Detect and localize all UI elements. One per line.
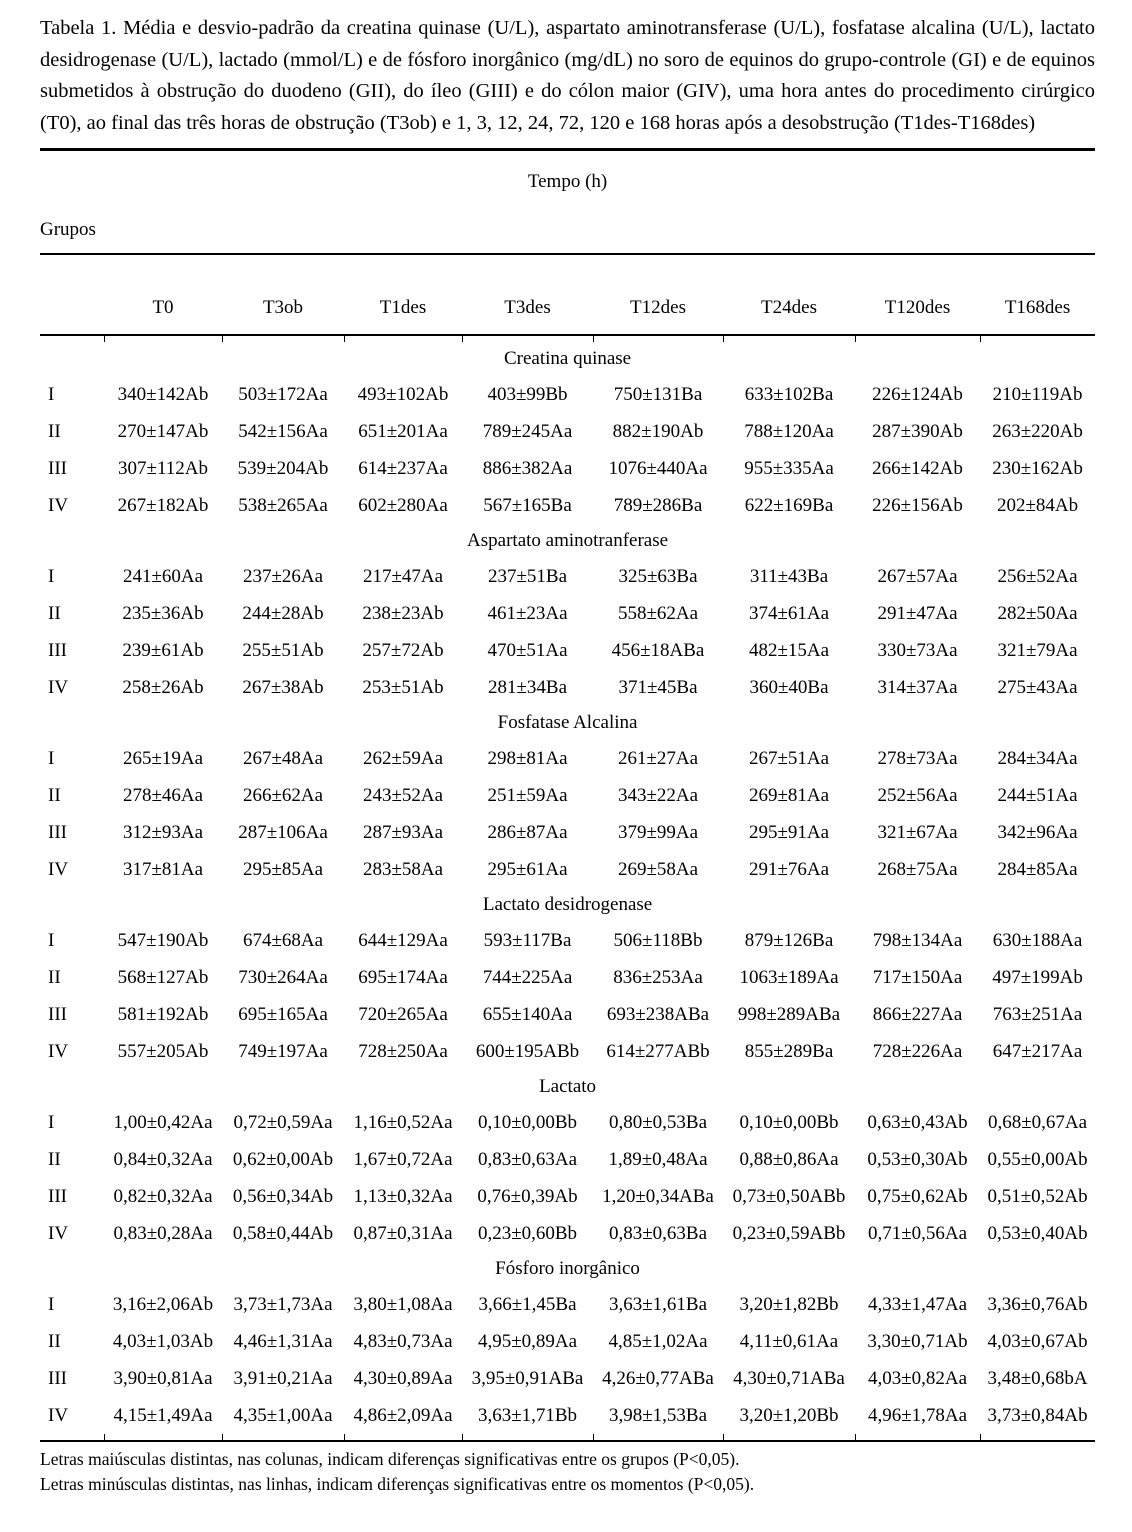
value-cell: 251±59Aa	[487, 784, 568, 806]
value-cell: 342±96Aa	[997, 821, 1078, 843]
value-cell: 538±265Aa	[238, 494, 328, 516]
value-cell: 371±45Ba	[618, 676, 698, 698]
value-cell: 0,10±0,00Bb	[477, 1111, 578, 1133]
rule-segment	[855, 1434, 980, 1441]
group-label: IV	[48, 1040, 69, 1062]
value-cell: 325±63Ba	[618, 565, 698, 587]
value-cell: 295±91Aa	[748, 821, 830, 843]
value-cell: 312±93Aa	[122, 821, 204, 843]
section-header: Aspartato aminotranferase	[467, 530, 669, 551]
table-row	[40, 851, 1095, 888]
value-cell: 855±289Ba	[744, 1040, 834, 1062]
value-cell: 217±47Aa	[362, 565, 444, 587]
grupos-label: Grupos	[40, 207, 1095, 254]
value-cell: 789±286Ba	[613, 494, 703, 516]
group-label: I	[48, 1293, 55, 1315]
value-cell: 482±15Aa	[748, 639, 830, 661]
value-cell: 4,33±1,47Aa	[867, 1293, 968, 1315]
value-cell: 602±280Aa	[358, 494, 448, 516]
tempo-header-row	[40, 150, 1095, 208]
value-cell: 269±58Aa	[617, 858, 699, 880]
value-cell: 567±165Ba	[483, 494, 572, 516]
value-cell: 955±335Aa	[744, 457, 834, 479]
rule-segment	[723, 335, 855, 342]
value-cell: 266±62Aa	[242, 784, 324, 806]
table-row	[40, 413, 1095, 450]
value-cell: 0,72±0,59Aa	[233, 1111, 333, 1133]
value-cell: 3,48±0,68bA	[987, 1367, 1088, 1389]
table-row	[40, 1141, 1095, 1178]
value-cell: 0,83±0,28Aa	[113, 1222, 213, 1244]
table-row	[40, 376, 1095, 413]
value-cell: 263±220Ab	[992, 420, 1083, 442]
value-cell: 4,95±0,89Aa	[477, 1330, 578, 1352]
rule-segment	[104, 1434, 222, 1441]
value-cell: 647±217Aa	[992, 1040, 1083, 1062]
value-cell: 0,53±0,30Ab	[867, 1148, 968, 1170]
rule-segment	[462, 1434, 593, 1441]
value-cell: 255±51Ab	[242, 639, 324, 661]
time-column-header: T3des	[504, 297, 551, 318]
value-cell: 258±26Ab	[122, 676, 204, 698]
table-row	[40, 595, 1095, 632]
value-cell: 1,67±0,72Aa	[353, 1148, 453, 1170]
value-cell: 317±81Aa	[122, 858, 204, 880]
value-cell: 644±129Aa	[358, 929, 448, 951]
section-header: Fósforo inorgânico	[495, 1258, 640, 1279]
value-cell: 506±118Bb	[613, 929, 703, 951]
tempo-label: Tempo (h)	[527, 171, 608, 192]
value-cell: 1,16±0,52Aa	[353, 1111, 453, 1133]
value-cell: 693±238ABa	[606, 1003, 710, 1025]
value-cell: 614±277ABb	[606, 1040, 710, 1062]
value-cell: 0,83±0,63Aa	[477, 1148, 578, 1170]
value-cell: 244±28Ab	[242, 602, 324, 624]
value-cell: 0,76±0,39Ab	[477, 1185, 578, 1207]
value-cell: 340±142Ab	[117, 383, 209, 405]
value-cell: 497±199Ab	[992, 966, 1083, 988]
table-row	[40, 450, 1095, 487]
rule-segment	[593, 1434, 723, 1441]
table-row	[40, 959, 1095, 996]
footnote-moments: Letras minúsculas distintas, nas linhas, indicam diferenças significativas entre os momentos (P<0,05).	[40, 1474, 755, 1494]
value-cell: 343±22Aa	[617, 784, 699, 806]
value-cell: 0,23±0,60Bb	[477, 1222, 578, 1244]
value-cell: 622±169Ba	[744, 494, 834, 516]
value-cell: 262±59Aa	[362, 747, 444, 769]
section-header-row	[40, 706, 1095, 740]
value-cell: 4,30±0,71ABa	[733, 1367, 845, 1389]
value-cell: 230±162Ab	[992, 457, 1083, 479]
value-cell: 674±68Aa	[242, 929, 324, 951]
value-cell: 568±127Ab	[117, 966, 209, 988]
value-cell: 461±23Aa	[487, 602, 568, 624]
value-cell: 4,26±0,77ABa	[602, 1367, 714, 1389]
value-cell: 614±237Aa	[358, 457, 448, 479]
value-cell: 879±126Ba	[744, 929, 834, 951]
value-cell: 0,80±0,53Ba	[608, 1111, 708, 1133]
value-cell: 0,56±0,34Ab	[232, 1185, 334, 1207]
value-cell: 237±26Aa	[242, 565, 324, 587]
table-row	[40, 487, 1095, 524]
table-row	[40, 1215, 1095, 1252]
value-cell: 0,71±0,56Aa	[867, 1222, 968, 1244]
table-row	[40, 1104, 1095, 1141]
value-cell: 763±251Aa	[992, 1003, 1083, 1025]
value-cell: 3,95±0,91ABa	[471, 1367, 584, 1389]
time-header-row	[40, 254, 1095, 335]
section-header-row	[40, 342, 1095, 376]
value-cell: 3,20±1,20Bb	[739, 1404, 839, 1426]
value-cell: 314±37Aa	[877, 676, 958, 698]
table-row	[40, 1323, 1095, 1360]
group-label: IV	[48, 1404, 69, 1426]
value-cell: 788±120Aa	[744, 420, 834, 442]
value-cell: 542±156Aa	[238, 420, 328, 442]
value-cell: 470±51Aa	[487, 639, 568, 661]
footnote-groups: Letras maiúsculas distintas, nas colunas, indicam diferenças significativas entre os grupos (P<0,05).	[40, 1449, 740, 1469]
group-label: I	[48, 565, 55, 587]
value-cell: 3,73±1,73Aa	[233, 1293, 333, 1315]
value-cell: 4,11±0,61Aa	[739, 1330, 839, 1352]
section-header-row	[40, 1252, 1095, 1286]
group-label: IV	[48, 676, 69, 698]
section-header-row	[40, 888, 1095, 922]
value-cell: 0,51±0,52Ab	[987, 1185, 1088, 1207]
value-cell: 282±50Aa	[997, 602, 1078, 624]
value-cell: 558±62Aa	[617, 602, 699, 624]
value-cell: 267±182Ab	[117, 494, 209, 516]
value-cell: 243±52Aa	[362, 784, 444, 806]
value-cell: 256±52Aa	[997, 565, 1078, 587]
group-label: IV	[48, 858, 69, 880]
value-cell: 493±102Ab	[357, 383, 449, 405]
value-cell: 0,58±0,44Ab	[232, 1222, 334, 1244]
group-label: III	[48, 639, 67, 661]
group-label: I	[48, 1111, 55, 1133]
value-cell: 278±73Aa	[877, 747, 958, 769]
time-column-header: T168des	[1004, 297, 1071, 318]
grupos-header-row	[40, 207, 1095, 254]
value-cell: 4,46±1,31Aa	[233, 1330, 333, 1352]
value-cell: 286±87Aa	[487, 821, 568, 843]
value-cell: 695±174Aa	[358, 966, 448, 988]
value-cell: 261±27Aa	[617, 747, 699, 769]
table-row	[40, 669, 1095, 706]
value-cell: 403±99Bb	[487, 383, 568, 405]
value-cell: 866±227Aa	[872, 1003, 963, 1025]
value-cell: 3,30±0,71Ab	[867, 1330, 968, 1352]
table-row	[40, 1033, 1095, 1070]
value-cell: 4,86±2,09Aa	[353, 1404, 453, 1426]
value-cell: 239±61Ab	[122, 639, 204, 661]
value-cell: 836±253Aa	[613, 966, 703, 988]
value-cell: 278±46Aa	[122, 784, 204, 806]
group-label: III	[48, 1367, 67, 1389]
rule-segment	[593, 335, 723, 342]
value-cell: 284±85Aa	[997, 858, 1078, 880]
value-cell: 238±23Ab	[362, 602, 444, 624]
rule-segment	[980, 1434, 1095, 1441]
value-cell: 600±195ABb	[475, 1040, 580, 1062]
value-cell: 4,83±0,73Aa	[353, 1330, 453, 1352]
table-row	[40, 632, 1095, 669]
value-cell: 267±38Ab	[242, 676, 324, 698]
value-cell: 798±134Aa	[872, 929, 963, 951]
value-cell: 0,53±0,40Ab	[987, 1222, 1088, 1244]
value-cell: 268±75Aa	[877, 858, 958, 880]
value-cell: 3,20±1,82Bb	[739, 1293, 839, 1315]
value-cell: 3,66±1,45Ba	[478, 1293, 577, 1315]
value-cell: 4,03±1,03Ab	[112, 1330, 214, 1352]
value-cell: 3,80±1,08Aa	[353, 1293, 453, 1315]
value-cell: 695±165Aa	[238, 1003, 328, 1025]
value-cell: 749±197Aa	[238, 1040, 328, 1062]
value-cell: 539±204Ab	[237, 457, 329, 479]
value-cell: 0,23±0,59ABb	[732, 1222, 846, 1244]
section-header: Fosfatase Alcalina	[497, 712, 638, 733]
value-cell: 3,98±1,53Ba	[608, 1404, 708, 1426]
value-cell: 291±47Aa	[877, 602, 958, 624]
value-cell: 593±117Ba	[483, 929, 572, 951]
value-cell: 265±19Aa	[122, 747, 204, 769]
value-cell: 284±34Aa	[997, 747, 1078, 769]
value-cell: 886±382Aa	[482, 457, 573, 479]
value-cell: 295±85Aa	[242, 858, 324, 880]
section-header-row	[40, 524, 1095, 558]
value-cell: 210±119Ab	[992, 383, 1083, 405]
value-cell: 241±60Aa	[122, 565, 204, 587]
rule-segment	[462, 335, 593, 342]
value-cell: 281±34Ba	[487, 676, 568, 698]
value-cell: 1,00±0,42Aa	[113, 1111, 213, 1133]
value-cell: 4,30±0,89Aa	[353, 1367, 453, 1389]
value-cell: 330±73Aa	[877, 639, 958, 661]
section-header: Lactato desidrogenase	[482, 894, 653, 915]
rule-segment	[40, 1434, 104, 1441]
value-cell: 287±93Aa	[362, 821, 444, 843]
header-rule	[40, 335, 1095, 342]
value-cell: 547±190Ab	[117, 929, 209, 951]
value-cell: 267±57Aa	[877, 565, 958, 587]
value-cell: 3,63±1,71Bb	[477, 1404, 578, 1426]
value-cell: 998±289ABa	[737, 1003, 841, 1025]
value-cell: 3,73±0,84Ab	[987, 1404, 1088, 1426]
group-label: II	[48, 420, 61, 442]
value-cell: 1076±440Aa	[608, 457, 708, 479]
value-cell: 291±76Aa	[748, 858, 830, 880]
group-label: III	[48, 821, 67, 843]
table-caption: Tabela 1. Média e desvio-padrão da creatina quinase (U/L), aspartato aminotransferase (U/L), fosfatase alcalina (U/L), lactato desidrogenase (U/L), lactado (mmol/L) e de fósforo inorgânico (mg/dL) no soro de equinos do grupo-controle (GI) e de equinos submetidos à obstrução do duodeno (GII), do íleo (GIII) e do cólon maior (GIV), uma hora antes do procedimento cirúrgico (T0), ao final das três horas de obstrução (T3ob) e 1, 3, 12, 24, 72, 120 e 168 horas após a desobstrução (T1des-T168des)	[40, 17, 1095, 134]
value-cell: 0,87±0,31Aa	[353, 1222, 453, 1244]
rule-segment	[855, 335, 980, 342]
value-cell: 287±390Ab	[872, 420, 963, 442]
value-cell: 237±51Ba	[487, 565, 568, 587]
table-row	[40, 1286, 1095, 1323]
value-cell: 307±112Ab	[118, 457, 208, 479]
data-table	[40, 148, 1095, 1442]
value-cell: 267±51Aa	[748, 747, 830, 769]
value-cell: 456±18ABa	[611, 639, 705, 661]
value-cell: 275±43Aa	[997, 676, 1078, 698]
value-cell: 633±102Ba	[744, 383, 834, 405]
rule-segment	[40, 335, 104, 342]
group-label: I	[48, 929, 55, 951]
value-cell: 789±245Aa	[482, 420, 573, 442]
group-label: I	[48, 383, 55, 405]
value-cell: 655±140Aa	[482, 1003, 573, 1025]
value-cell: 4,35±1,00Aa	[233, 1404, 333, 1426]
value-cell: 257±72Ab	[362, 639, 444, 661]
value-cell: 3,91±0,21Aa	[233, 1367, 333, 1389]
rule-segment	[104, 335, 222, 342]
value-cell: 4,03±0,67Ab	[987, 1330, 1088, 1352]
value-cell: 226±124Ab	[872, 383, 963, 405]
rule-segment	[344, 1434, 462, 1441]
value-cell: 287±106Aa	[238, 821, 328, 843]
value-cell: 0,68±0,67Aa	[988, 1111, 1088, 1133]
table-row	[40, 1397, 1095, 1434]
time-column-header: T24des	[761, 297, 817, 318]
value-cell: 321±79Aa	[997, 639, 1078, 661]
rule-segment	[980, 335, 1095, 342]
rule-segment	[222, 335, 344, 342]
value-cell: 557±205Ab	[117, 1040, 209, 1062]
group-label: III	[48, 1003, 67, 1025]
value-cell: 0,55±0,00Ab	[987, 1148, 1088, 1170]
value-cell: 4,85±1,02Aa	[608, 1330, 708, 1352]
time-column-header: T3ob	[262, 297, 304, 318]
value-cell: 0,73±0,50ABb	[732, 1185, 846, 1207]
group-label: II	[48, 1148, 61, 1170]
group-label: II	[48, 1330, 61, 1352]
value-cell: 267±48Aa	[242, 747, 324, 769]
value-cell: 3,36±0,76Ab	[987, 1293, 1088, 1315]
value-cell: 3,63±1,61Ba	[608, 1293, 708, 1315]
value-cell: 244±51Aa	[997, 784, 1078, 806]
value-cell: 226±156Ab	[872, 494, 963, 516]
value-cell: 235±36Ab	[122, 602, 204, 624]
value-cell: 252±56Aa	[877, 784, 958, 806]
value-cell: 581±192Ab	[117, 1003, 209, 1025]
value-cell: 0,10±0,00Bb	[739, 1111, 839, 1133]
value-cell: 311±43Ba	[749, 565, 829, 587]
group-label: IV	[48, 494, 69, 516]
value-cell: 0,82±0,32Aa	[113, 1185, 213, 1207]
value-cell: 744±225Aa	[482, 966, 573, 988]
group-label: III	[48, 1185, 67, 1207]
value-cell: 0,88±0,86Aa	[739, 1148, 839, 1170]
value-cell: 379±99Aa	[617, 821, 699, 843]
table-row	[40, 1178, 1095, 1215]
value-cell: 270±147Ab	[117, 420, 209, 442]
rule-segment	[222, 1434, 344, 1441]
value-cell: 1,13±0,32Aa	[353, 1185, 453, 1207]
rule-segment	[723, 1434, 855, 1441]
value-cell: 0,75±0,62Ab	[867, 1185, 968, 1207]
value-cell: 503±172Aa	[238, 383, 328, 405]
table-row	[40, 1360, 1095, 1397]
table-row	[40, 814, 1095, 851]
value-cell: 3,16±2,06Ab	[112, 1293, 214, 1315]
value-cell: 750±131Ba	[613, 383, 703, 405]
value-cell: 0,83±0,63Ba	[608, 1222, 708, 1244]
value-cell: 882±190Ab	[612, 420, 704, 442]
grupos-column-spacer	[40, 254, 104, 335]
value-cell: 630±188Aa	[992, 929, 1083, 951]
group-label: II	[48, 602, 61, 624]
group-label: I	[48, 747, 55, 769]
value-cell: 1063±189Aa	[739, 966, 839, 988]
value-cell: 0,84±0,32Aa	[113, 1148, 213, 1170]
value-cell: 253±51Ab	[362, 676, 444, 698]
value-cell: 0,63±0,43Ab	[867, 1111, 968, 1133]
value-cell: 717±150Aa	[872, 966, 963, 988]
time-column-header: T120des	[884, 297, 951, 318]
section-header: Lactato	[539, 1076, 597, 1097]
section-header: Creatina quinase	[503, 348, 632, 369]
value-cell: 374±61Aa	[748, 602, 830, 624]
time-column-header: T1des	[379, 297, 427, 318]
value-cell: 298±81Aa	[487, 747, 568, 769]
table-row	[40, 777, 1095, 814]
group-label: II	[48, 966, 61, 988]
value-cell: 1,20±0,34ABa	[602, 1185, 714, 1207]
bottom-rule	[40, 1434, 1095, 1441]
rule-segment	[344, 335, 462, 342]
value-cell: 651±201Aa	[358, 420, 448, 442]
value-cell: 4,96±1,78Aa	[867, 1404, 968, 1426]
footnotes	[40, 1447, 1095, 1497]
value-cell: 283±58Aa	[362, 858, 444, 880]
value-cell: 202±84Ab	[996, 494, 1079, 516]
time-column-header: T12des	[630, 297, 686, 318]
value-cell: 0,62±0,00Ab	[232, 1148, 334, 1170]
table-row	[40, 922, 1095, 959]
value-cell: 4,03±0,82Aa	[867, 1367, 968, 1389]
group-label: IV	[48, 1222, 69, 1244]
value-cell: 3,90±0,81Aa	[113, 1367, 213, 1389]
value-cell: 728±250Aa	[358, 1040, 448, 1062]
value-cell: 360±40Ba	[749, 676, 829, 698]
value-cell: 321±67Aa	[877, 821, 958, 843]
group-label: III	[48, 457, 67, 479]
value-cell: 730±264Aa	[238, 966, 328, 988]
section-header-row	[40, 1070, 1095, 1104]
value-cell: 295±61Aa	[487, 858, 568, 880]
group-label: II	[48, 784, 61, 806]
value-cell: 269±81Aa	[748, 784, 830, 806]
table-row	[40, 558, 1095, 595]
table-row	[40, 996, 1095, 1033]
table-body	[40, 150, 1095, 1442]
value-cell: 266±142Ab	[872, 457, 963, 479]
time-column-header: T0	[152, 297, 174, 318]
value-cell: 1,89±0,48Aa	[608, 1148, 708, 1170]
value-cell: 720±265Aa	[358, 1003, 448, 1025]
table-row	[40, 740, 1095, 777]
value-cell: 728±226Aa	[872, 1040, 963, 1062]
value-cell: 4,15±1,49Aa	[113, 1404, 213, 1426]
